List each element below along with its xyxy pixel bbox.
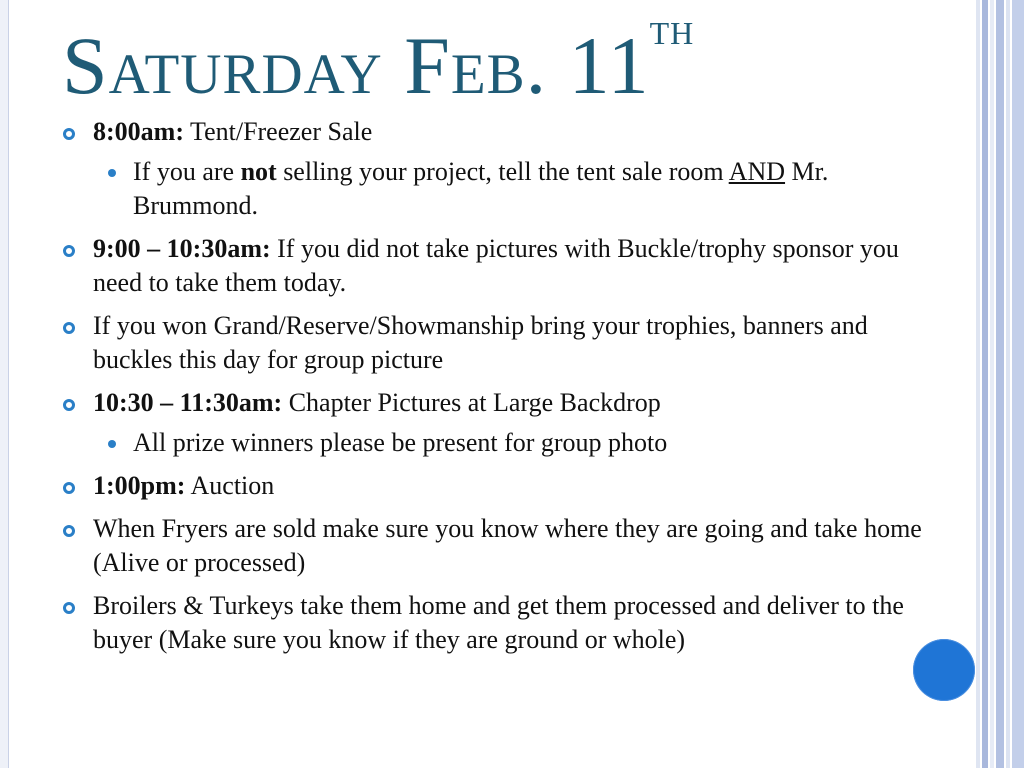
- item-text: Tent/Freezer Sale: [183, 117, 373, 146]
- right-stripe: [996, 0, 1004, 768]
- list-item: [62, 469, 942, 503]
- right-stripe: [982, 0, 988, 768]
- right-stripe: [1012, 0, 1024, 768]
- sub-item-bold: not: [240, 157, 277, 186]
- ring-bullet-icon: [63, 482, 75, 494]
- item-text: Auction: [185, 471, 275, 500]
- item-text: If you won Grand/Reserve/Showmanship bring your trophies, banners and buckles this day for group picture: [93, 311, 868, 374]
- ring-bullet-icon: [63, 602, 75, 614]
- right-stripe: [1006, 0, 1010, 768]
- ring-bullet-icon: [63, 128, 75, 140]
- left-edge-bar: [0, 0, 9, 768]
- item-text: If you did not take pictures with Buckle/trophy sponsor you need to take them today.: [93, 234, 899, 297]
- sub-item-text: If you are: [133, 157, 241, 186]
- item-time: 9:00 – 10:30am:: [93, 234, 271, 263]
- list-item: [62, 309, 942, 377]
- sub-item-text: selling your project, tell the tent sale room: [276, 157, 729, 186]
- sub-list-item: [62, 155, 942, 223]
- ring-bullet-icon: [63, 399, 75, 411]
- sub-item-underline: AND: [728, 157, 786, 186]
- list-item: [62, 232, 942, 300]
- right-stripe: [976, 0, 980, 768]
- list-item: [62, 386, 942, 420]
- ring-bullet-icon: [63, 322, 75, 334]
- ring-bullet-icon: [63, 245, 75, 257]
- list-item: [62, 115, 942, 149]
- list-item: [62, 512, 942, 580]
- dot-bullet-icon: [108, 169, 116, 177]
- item-text: When Fryers are sold make sure you know where they are going and take home (Alive or processed): [93, 514, 922, 577]
- ring-bullet-icon: [63, 525, 75, 537]
- item-text: Broilers & Turkeys take them home and get them processed and deliver to the buyer (Make sure you know if they are ground or whole): [93, 591, 904, 654]
- dot-bullet-icon: [108, 440, 116, 448]
- title-superscript: th: [649, 3, 695, 54]
- sub-list-item: [62, 426, 942, 460]
- item-time: 10:30 – 11:30am:: [93, 388, 283, 417]
- item-time: 1:00pm:: [93, 471, 186, 500]
- slide-title: [62, 3, 695, 116]
- bullet-list: [62, 115, 942, 666]
- list-item: [62, 589, 942, 657]
- right-stripe: [990, 0, 994, 768]
- blue-circle-decoration: [913, 639, 975, 701]
- title-text: Saturday Feb. 11: [62, 20, 650, 111]
- sub-item-text: Mr. Brummond.: [133, 157, 829, 220]
- sub-item-text: All prize winners please be present for group photo: [133, 428, 668, 457]
- item-text: Chapter Pictures at Large Backdrop: [282, 388, 661, 417]
- item-time: 8:00am:: [93, 117, 184, 146]
